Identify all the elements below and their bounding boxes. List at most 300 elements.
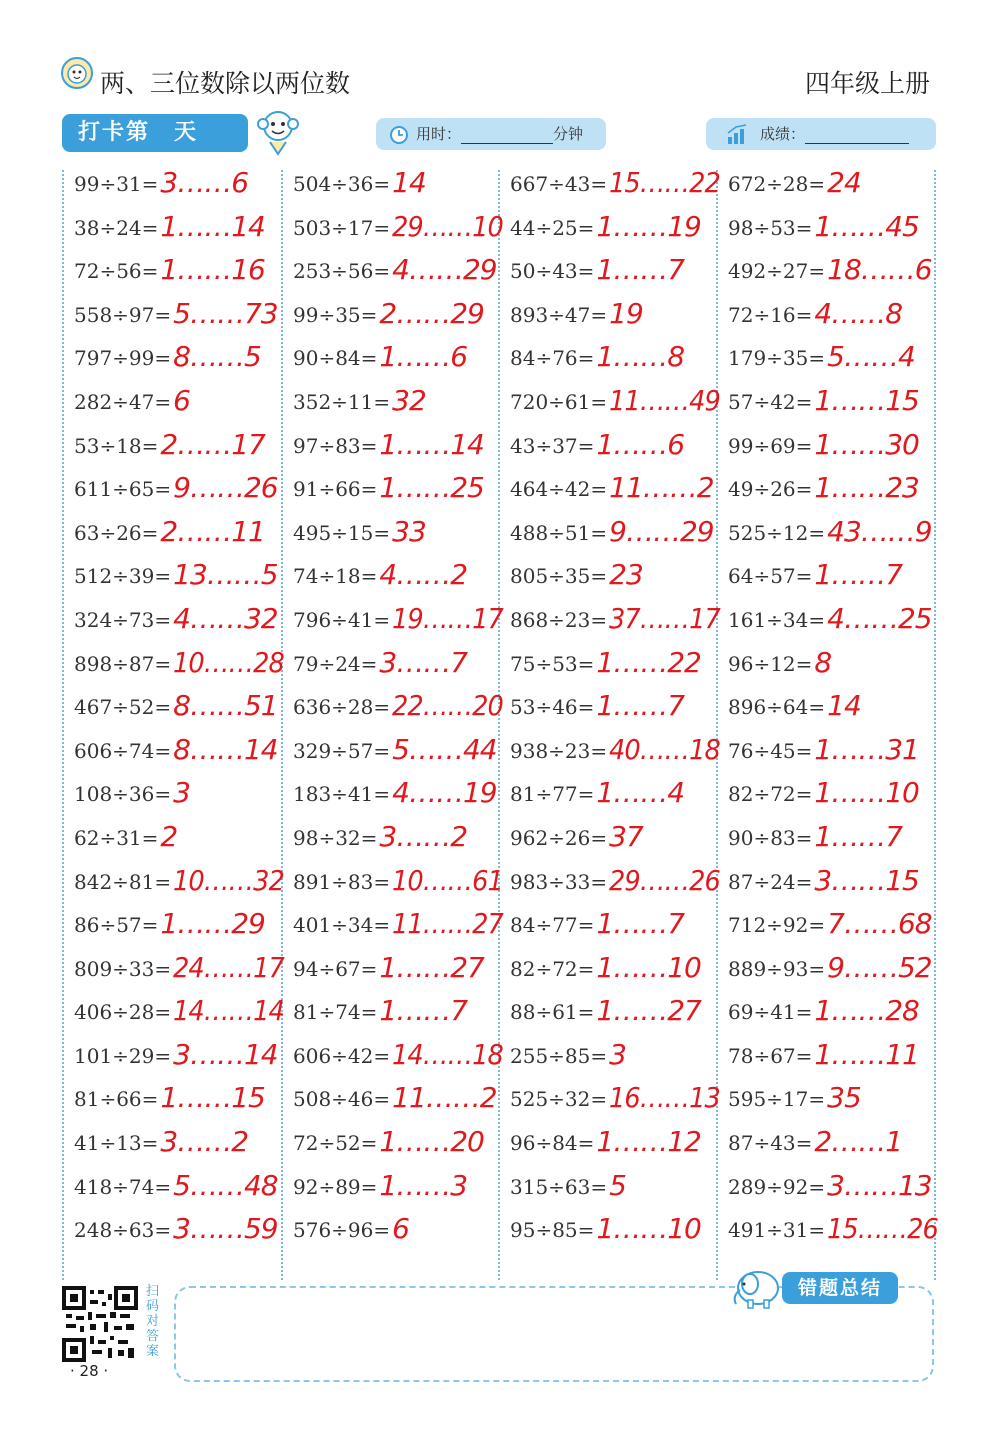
- problem-question: 82÷72=: [510, 956, 595, 981]
- handwritten-answer[interactable]: 9……26: [173, 471, 278, 505]
- problem-row: [74, 646, 289, 690]
- handwritten-answer[interactable]: 35: [827, 1081, 861, 1115]
- problem-row: [293, 1125, 508, 1169]
- problem-question: 72÷52=: [293, 1131, 378, 1156]
- handwritten-answer[interactable]: 1……14: [160, 209, 265, 243]
- problem-question: 81÷66=: [74, 1087, 159, 1112]
- problem-row: [728, 1038, 943, 1082]
- problem-row: [728, 340, 943, 384]
- problem-question: 868÷23=: [510, 607, 608, 632]
- handwritten-answer[interactable]: 1……11: [814, 1037, 919, 1071]
- problem-row: [74, 428, 289, 472]
- problem-question: 53÷18=: [74, 433, 159, 458]
- problem-question: 842÷81=: [74, 869, 172, 894]
- handwritten-answer[interactable]: 8……5: [173, 340, 261, 374]
- problem-row: [293, 864, 508, 908]
- elephant-icon: [728, 1266, 784, 1310]
- handwritten-answer[interactable]: 9……52: [827, 950, 932, 984]
- problem-column-4: [728, 166, 943, 1256]
- problem-question: 84÷77=: [510, 913, 595, 938]
- qr-code[interactable]: [62, 1286, 138, 1362]
- handwritten-answer[interactable]: 1……12: [596, 1125, 701, 1159]
- problem-row: [510, 166, 725, 210]
- handwritten-answer[interactable]: 3: [173, 776, 190, 810]
- handwritten-answer[interactable]: 3……2: [379, 819, 468, 853]
- problem-row: [510, 428, 725, 472]
- time-unit: 分钟: [553, 125, 584, 143]
- problem-row: [510, 907, 725, 951]
- problem-row: [728, 689, 943, 733]
- problem-question: 96÷84=: [510, 1131, 595, 1156]
- time-field[interactable]: [376, 118, 606, 150]
- handwritten-answer[interactable]: 1……27: [596, 994, 701, 1028]
- problem-row: [510, 471, 725, 515]
- problem-question: 606÷42=: [293, 1043, 391, 1068]
- handwritten-answer[interactable]: 1……6: [379, 340, 468, 374]
- problem-question: 672÷28=: [728, 172, 826, 196]
- problem-question: 74÷18=: [293, 564, 378, 589]
- problem-question: 179÷35=: [728, 346, 826, 371]
- problem-row: [74, 384, 289, 428]
- problem-question: 896÷64=: [728, 695, 826, 720]
- time-blank[interactable]: [461, 125, 553, 144]
- handwritten-answer[interactable]: 5……44: [392, 732, 497, 766]
- problem-question: 62÷31=: [74, 825, 159, 850]
- problem-question: 90÷84=: [293, 346, 378, 371]
- handwritten-answer[interactable]: 10……32: [173, 863, 284, 897]
- problem-question: 84÷76=: [510, 346, 595, 371]
- problem-question: 64÷57=: [728, 564, 813, 589]
- score-field[interactable]: [706, 118, 936, 150]
- handwritten-answer[interactable]: 4……29: [392, 253, 497, 287]
- problem-row: [293, 776, 508, 820]
- problem-row: [74, 471, 289, 515]
- problem-question: 95÷85=: [510, 1218, 595, 1243]
- problem-question: 43÷37=: [510, 433, 595, 458]
- handwritten-answer[interactable]: 1……15: [160, 1081, 265, 1115]
- problem-question: 712÷92=: [728, 913, 826, 938]
- problem-question: 99÷69=: [728, 433, 813, 458]
- problem-question: 91÷66=: [293, 477, 378, 502]
- problem-row: [293, 384, 508, 428]
- problem-row: [510, 1169, 725, 1213]
- problem-question: 94÷67=: [293, 956, 378, 981]
- problem-row: [510, 776, 725, 820]
- score-blank[interactable]: [805, 125, 909, 144]
- problem-question: 72÷16=: [728, 302, 813, 327]
- problem-question: 525÷32=: [510, 1087, 608, 1112]
- problem-row: [74, 776, 289, 820]
- handwritten-answer[interactable]: 1……7: [379, 994, 468, 1028]
- handwritten-answer[interactable]: 1……3: [379, 1168, 468, 1202]
- handwritten-answer[interactable]: 8……14: [173, 732, 278, 766]
- handwritten-answer[interactable]: 5: [609, 1168, 626, 1202]
- problem-row: [293, 253, 508, 297]
- problem-row: [293, 820, 508, 864]
- problem-question: 352÷11=: [293, 389, 391, 414]
- handwritten-answer[interactable]: 14: [392, 166, 426, 199]
- handwritten-answer[interactable]: 10……28: [173, 645, 284, 679]
- handwritten-answer[interactable]: 1……28: [814, 994, 919, 1028]
- monkey-icon: [252, 104, 304, 158]
- handwritten-answer[interactable]: 3……2: [160, 1125, 249, 1159]
- problem-row: [510, 515, 725, 559]
- problem-row: [728, 820, 943, 864]
- handwritten-answer[interactable]: 4……19: [392, 776, 497, 810]
- handwritten-answer[interactable]: 1……6: [596, 427, 685, 461]
- problem-question: 101÷29=: [74, 1043, 172, 1068]
- handwritten-answer[interactable]: 1……45: [814, 209, 919, 243]
- problem-row: [728, 646, 943, 690]
- problem-row: [510, 1125, 725, 1169]
- handwritten-answer[interactable]: 1……31: [814, 732, 919, 766]
- problem-question: 503÷17=: [293, 215, 391, 240]
- problem-row: [74, 558, 289, 602]
- handwritten-answer[interactable]: 1……23: [814, 471, 919, 505]
- handwritten-answer[interactable]: 1……30: [814, 427, 919, 461]
- problem-question: 889÷93=: [728, 956, 826, 981]
- problem-row: [293, 689, 508, 733]
- problem-row: [728, 515, 943, 559]
- problem-row: [728, 733, 943, 777]
- handwritten-answer[interactable]: 11……27: [392, 907, 503, 941]
- handwritten-answer[interactable]: 1……7: [814, 558, 903, 592]
- mistake-summary-label: 错题总结: [782, 1272, 898, 1304]
- problem-question: 891÷83=: [293, 869, 391, 894]
- handwritten-answer[interactable]: 19: [609, 296, 643, 330]
- problem-row: [293, 1038, 508, 1082]
- handwritten-answer[interactable]: 3……14: [173, 1037, 278, 1071]
- problem-question: 418÷74=: [74, 1174, 172, 1199]
- handwritten-answer[interactable]: 37……17: [609, 601, 720, 635]
- problem-row: [293, 558, 508, 602]
- problem-row: [510, 689, 725, 733]
- handwritten-answer[interactable]: 1……4: [596, 776, 685, 810]
- handwritten-answer[interactable]: 29……10: [392, 209, 503, 243]
- problem-question: 50÷43=: [510, 259, 595, 284]
- handwritten-answer[interactable]: 23: [609, 558, 643, 592]
- clock-icon: [388, 123, 410, 145]
- handwritten-answer[interactable]: 11……2: [609, 471, 714, 505]
- handwritten-answer[interactable]: 3: [609, 1037, 626, 1071]
- problem-question: 86÷57=: [74, 913, 159, 938]
- problem-question: 57÷42=: [728, 389, 813, 414]
- handwritten-answer[interactable]: 8……51: [173, 689, 278, 723]
- handwritten-answer[interactable]: 1……19: [596, 209, 701, 243]
- problem-row: [74, 210, 289, 254]
- handwritten-answer[interactable]: 1……7: [596, 253, 685, 287]
- handwritten-answer[interactable]: 40……18: [609, 732, 720, 766]
- problem-question: 76÷45=: [728, 738, 813, 763]
- handwritten-answer[interactable]: 24……17: [173, 950, 284, 984]
- problem-row: [510, 297, 725, 341]
- handwritten-answer[interactable]: 3……7: [379, 645, 468, 679]
- problem-row: [293, 646, 508, 690]
- chart-icon: [726, 123, 750, 145]
- problem-question: 183÷41=: [293, 782, 391, 807]
- scan-answer-hint: 扫码对答案: [146, 1284, 160, 1359]
- problem-question: 81÷77=: [510, 782, 595, 807]
- handwritten-answer[interactable]: 1……25: [379, 471, 484, 505]
- problem-question: 488÷51=: [510, 520, 608, 545]
- problem-question: 44÷25=: [510, 215, 595, 240]
- handwritten-answer[interactable]: 5……73: [173, 296, 278, 330]
- problem-question: 324÷73=: [74, 607, 172, 632]
- handwritten-answer[interactable]: 1……7: [596, 689, 685, 723]
- problem-question: 805÷35=: [510, 564, 608, 589]
- handwritten-answer[interactable]: 11……49: [609, 383, 720, 417]
- problem-row: [74, 166, 289, 210]
- problem-question: 667÷43=: [510, 172, 608, 196]
- problem-question: 53÷46=: [510, 695, 595, 720]
- problem-question: 255÷85=: [510, 1043, 608, 1068]
- problem-question: 720÷61=: [510, 389, 608, 414]
- problem-question: 88÷61=: [510, 1000, 595, 1025]
- problem-question: 611÷65=: [74, 477, 172, 502]
- handwritten-answer[interactable]: 1……14: [379, 427, 484, 461]
- problem-question: 464÷42=: [510, 477, 608, 502]
- problem-question: 253÷56=: [293, 259, 391, 284]
- problem-row: [293, 602, 508, 646]
- handwritten-answer[interactable]: 1……16: [160, 253, 265, 287]
- handwritten-answer[interactable]: 19……17: [392, 601, 503, 635]
- problem-row: [510, 1212, 725, 1256]
- problem-question: 797÷99=: [74, 346, 172, 371]
- problem-row: [74, 515, 289, 559]
- handwritten-answer[interactable]: 9……29: [609, 514, 714, 548]
- problem-row: [74, 951, 289, 995]
- handwritten-answer[interactable]: 2……11: [160, 514, 265, 548]
- problem-question: 576÷96=: [293, 1218, 391, 1243]
- page-title: 两、三位数除以两位数: [100, 69, 351, 98]
- handwritten-answer[interactable]: 5……4: [827, 340, 915, 374]
- handwritten-answer[interactable]: 3……59: [173, 1212, 278, 1246]
- problem-row: [728, 776, 943, 820]
- handwritten-answer[interactable]: 2……29: [379, 296, 484, 330]
- problem-question: 78÷67=: [728, 1043, 813, 1068]
- handwritten-answer[interactable]: 7……68: [827, 907, 932, 941]
- problem-row: [510, 602, 725, 646]
- handwritten-answer[interactable]: 24: [827, 166, 861, 199]
- handwritten-answer[interactable]: 6: [392, 1212, 409, 1246]
- problem-row: [74, 1169, 289, 1213]
- problem-row: [510, 820, 725, 864]
- problem-column-2: [293, 166, 508, 1256]
- problem-row: [728, 602, 943, 646]
- problem-row: [293, 428, 508, 472]
- handwritten-answer[interactable]: 14: [827, 689, 861, 723]
- handwritten-answer[interactable]: 43……9: [827, 514, 932, 548]
- handwritten-answer[interactable]: 6: [173, 383, 190, 417]
- handwritten-answer[interactable]: 3……13: [827, 1168, 932, 1202]
- problem-question: 97÷83=: [293, 433, 378, 458]
- grid-divider: [62, 170, 64, 1280]
- handwritten-answer[interactable]: 1……27: [379, 950, 484, 984]
- problem-row: [293, 1212, 508, 1256]
- handwritten-answer[interactable]: 14……18: [392, 1037, 503, 1071]
- problem-question: 96÷12=: [728, 651, 813, 676]
- handwritten-answer[interactable]: 18……6: [827, 253, 932, 287]
- problem-row: [728, 210, 943, 254]
- problem-question: 606÷74=: [74, 738, 172, 763]
- problem-row: [728, 1169, 943, 1213]
- problem-question: 72÷56=: [74, 259, 159, 284]
- problem-row: [510, 558, 725, 602]
- handwritten-answer[interactable]: 8: [814, 645, 832, 679]
- problem-row: [728, 166, 943, 210]
- problem-question: 467÷52=: [74, 695, 172, 720]
- problem-column-1: [74, 166, 289, 1256]
- handwritten-answer[interactable]: 15……26: [827, 1212, 938, 1246]
- problem-row: [74, 1212, 289, 1256]
- problem-row: [510, 951, 725, 995]
- problem-question: 87÷43=: [728, 1131, 813, 1156]
- problem-question: 81÷74=: [293, 1000, 378, 1025]
- problem-question: 75÷53=: [510, 651, 595, 676]
- problem-row: [293, 907, 508, 951]
- problem-row: [728, 384, 943, 428]
- problem-row: [510, 1038, 725, 1082]
- problem-question: 401÷34=: [293, 913, 391, 938]
- handwritten-answer[interactable]: 1……10: [596, 950, 701, 984]
- problem-row: [728, 558, 943, 602]
- handwritten-answer[interactable]: 1……7: [814, 819, 903, 853]
- handwritten-answer[interactable]: 15……22: [609, 166, 720, 199]
- problem-row: [510, 994, 725, 1038]
- problem-question: 492÷27=: [728, 259, 826, 284]
- problem-question: 504÷36=: [293, 172, 391, 196]
- handwritten-answer[interactable]: 3……15: [814, 863, 919, 897]
- problem-row: [728, 864, 943, 908]
- problem-row: [510, 1081, 725, 1125]
- problem-row: [74, 820, 289, 864]
- problem-question: 796÷41=: [293, 607, 391, 632]
- problem-question: 161÷34=: [728, 607, 826, 632]
- handwritten-answer[interactable]: 1……10: [596, 1212, 701, 1246]
- problem-question: 406÷28=: [74, 1000, 172, 1025]
- problem-row: [293, 166, 508, 210]
- handwritten-answer[interactable]: 33: [392, 514, 426, 548]
- problem-row: [728, 1125, 943, 1169]
- grade-label: 四年级上册: [804, 69, 930, 98]
- problem-row: [728, 907, 943, 951]
- problem-row: [293, 210, 508, 254]
- handwritten-answer[interactable]: 32: [392, 383, 426, 417]
- handwritten-answer[interactable]: 1……22: [596, 645, 701, 679]
- problem-row: [510, 733, 725, 777]
- problem-question: 63÷26=: [74, 520, 159, 545]
- handwritten-answer[interactable]: 1……7: [596, 907, 685, 941]
- handwritten-answer[interactable]: 1……20: [379, 1125, 484, 1159]
- problem-row: [293, 515, 508, 559]
- score-label: 成绩：: [760, 125, 806, 143]
- problem-question: 49÷26=: [728, 477, 813, 502]
- problem-row: [74, 602, 289, 646]
- handwritten-answer[interactable]: 4……25: [827, 601, 932, 635]
- problem-question: 289÷92=: [728, 1174, 826, 1199]
- problem-question: 495÷15=: [293, 520, 391, 545]
- problem-question: 893÷47=: [510, 302, 608, 327]
- problem-row: [510, 253, 725, 297]
- problem-row: [293, 471, 508, 515]
- handwritten-answer[interactable]: 2……1: [814, 1125, 903, 1159]
- problem-row: [510, 384, 725, 428]
- handwritten-answer[interactable]: 1……15: [814, 383, 919, 417]
- problem-question: 938÷23=: [510, 738, 608, 763]
- problem-row: [728, 297, 943, 341]
- handwritten-answer[interactable]: 1……29: [160, 907, 265, 941]
- problem-question: 898÷87=: [74, 651, 172, 676]
- problem-question: 491÷31=: [728, 1218, 826, 1243]
- problem-question: 962÷26=: [510, 825, 608, 850]
- handwritten-answer[interactable]: 37: [609, 819, 643, 853]
- handwritten-answer[interactable]: 4……32: [173, 601, 278, 635]
- handwritten-answer[interactable]: 5……48: [173, 1168, 278, 1202]
- problem-question: 99÷35=: [293, 302, 378, 327]
- problem-row: [293, 733, 508, 777]
- problem-row: [728, 1081, 943, 1125]
- handwritten-answer[interactable]: 3……6: [160, 166, 249, 199]
- problem-question: 82÷72=: [728, 782, 813, 807]
- problem-row: [74, 994, 289, 1038]
- problem-row: [74, 297, 289, 341]
- handwritten-answer[interactable]: 1……8: [596, 340, 685, 374]
- lion-icon: [60, 56, 94, 90]
- problem-row: [510, 646, 725, 690]
- problem-row: [510, 340, 725, 384]
- problem-row: [74, 340, 289, 384]
- problem-row: [74, 733, 289, 777]
- handwritten-answer[interactable]: 4……8: [814, 296, 903, 330]
- handwritten-answer[interactable]: 11……2: [392, 1081, 497, 1115]
- problem-question: 38÷24=: [74, 215, 159, 240]
- problem-question: 508÷46=: [293, 1087, 391, 1112]
- problem-question: 90÷83=: [728, 825, 813, 850]
- handwritten-answer[interactable]: 2……17: [160, 427, 265, 461]
- problem-question: 98÷32=: [293, 825, 378, 850]
- page-number: · 28 ·: [70, 1362, 109, 1380]
- problem-question: 329÷57=: [293, 738, 391, 763]
- problem-question: 525÷12=: [728, 520, 826, 545]
- handwritten-answer[interactable]: 4……2: [379, 558, 468, 592]
- handwritten-answer[interactable]: 22……20: [392, 689, 503, 723]
- problem-question: 98÷53=: [728, 215, 813, 240]
- problem-row: [293, 340, 508, 384]
- problem-row: [510, 210, 725, 254]
- problem-row: [74, 1081, 289, 1125]
- problem-question: 558÷97=: [74, 302, 172, 327]
- problem-row: [293, 297, 508, 341]
- problem-row: [728, 471, 943, 515]
- problem-question: 108÷36=: [74, 782, 172, 807]
- problem-question: 809÷33=: [74, 956, 172, 981]
- handwritten-answer[interactable]: 13……5: [173, 558, 278, 592]
- handwritten-answer[interactable]: 29……26: [609, 863, 720, 897]
- problem-question: 41÷13=: [74, 1131, 159, 1156]
- problem-row: [293, 994, 508, 1038]
- handwritten-answer[interactable]: 14……14: [173, 994, 284, 1028]
- handwritten-answer[interactable]: 16……13: [609, 1081, 720, 1115]
- handwritten-answer[interactable]: 1……10: [814, 776, 919, 810]
- problem-question: 983÷33=: [510, 869, 608, 894]
- problem-question: 87÷24=: [728, 869, 813, 894]
- handwritten-answer[interactable]: 10……61: [392, 863, 503, 897]
- problem-question: 315÷63=: [510, 1174, 608, 1199]
- handwritten-answer[interactable]: 2: [160, 819, 178, 853]
- problem-question: 512÷39=: [74, 564, 172, 589]
- problem-question: 248÷63=: [74, 1218, 172, 1243]
- problem-row: [74, 864, 289, 908]
